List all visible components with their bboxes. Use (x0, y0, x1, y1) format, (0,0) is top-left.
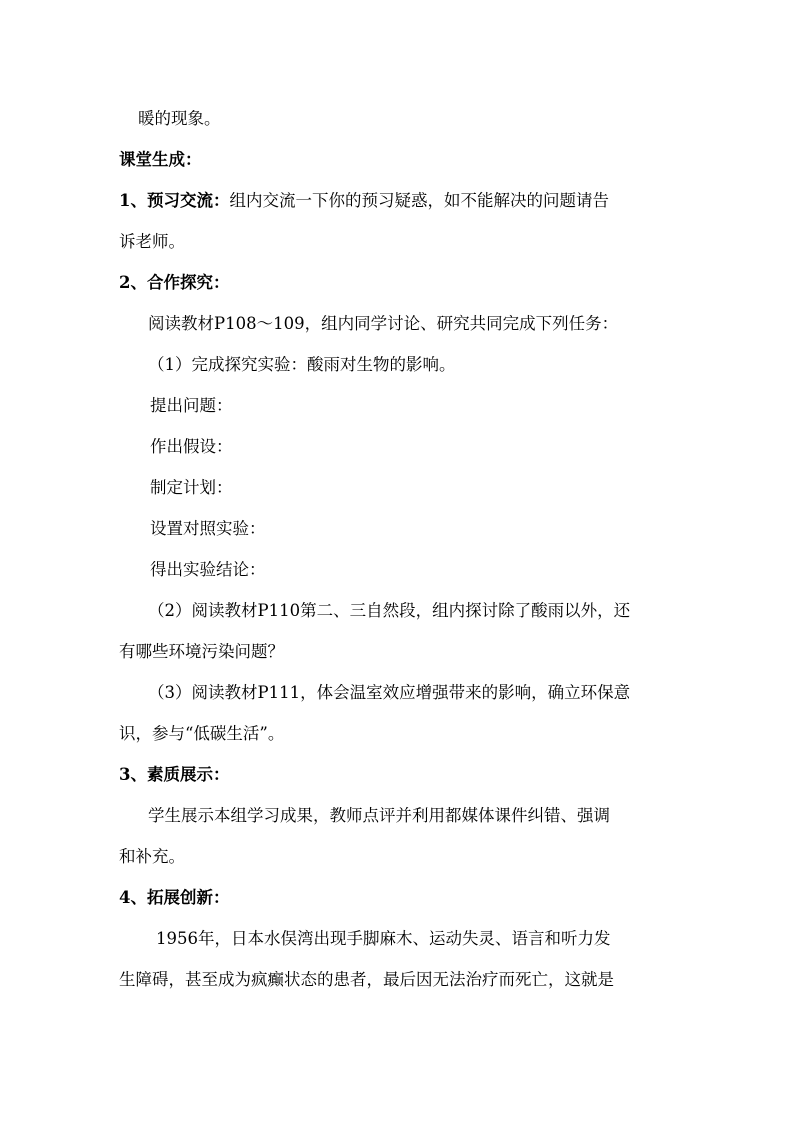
text-line: （1）完成探究实验：酸雨对生物的影响。 (148, 355, 456, 374)
text-line: 和补充。 (119, 847, 185, 866)
section-heading: 课堂生成： (119, 150, 202, 169)
text-line: 识，参与“低碳生活”。 (119, 724, 285, 743)
item-heading: 2、合作探究： (119, 273, 230, 292)
text-line: 提出问题： (150, 396, 233, 415)
text-line: 作出假设： (150, 437, 233, 456)
text-line: 阅读教材P108～109，组内同学讨论、研究共同完成下列任务： (148, 314, 619, 333)
item-heading: 3、素质展示： (119, 765, 230, 784)
text-line: 1956年，日本水俣湾出现手脚麻木、运动失灵、语言和听力发 (156, 929, 611, 948)
text-line: 设置对照实验： (150, 519, 266, 538)
text-line: 生障碍，甚至成为疯癫状态的患者，最后因无法治疗而死亡，这就是 (119, 970, 614, 989)
text-line: （2）阅读教材P110第二、三自然段，组内探讨除了酸雨以外，还 (148, 601, 631, 620)
text-line: （3）阅读教材P111，体会温室效应增强带来的影响，确立环保意 (148, 683, 631, 702)
text-line: 有哪些环境污染问题？ (119, 642, 284, 661)
item-heading: 4、拓展创新： (119, 888, 230, 907)
text-line: 学生展示本组学习成果，教师点评并利用都媒体课件纠错、强调 (148, 806, 610, 825)
text-line: 诉老师。 (119, 232, 185, 251)
item-heading: 1、预习交流： (119, 191, 230, 210)
text-line (119, 189, 609, 213)
text-line: 得出实验结论： (150, 560, 266, 579)
item-text: 组内交流一下你的预习疑惑，如不能解决的问题请告 (229, 191, 609, 210)
text-line: 制定计划： (150, 478, 233, 497)
text-line: 暖的现象。 (138, 109, 221, 128)
